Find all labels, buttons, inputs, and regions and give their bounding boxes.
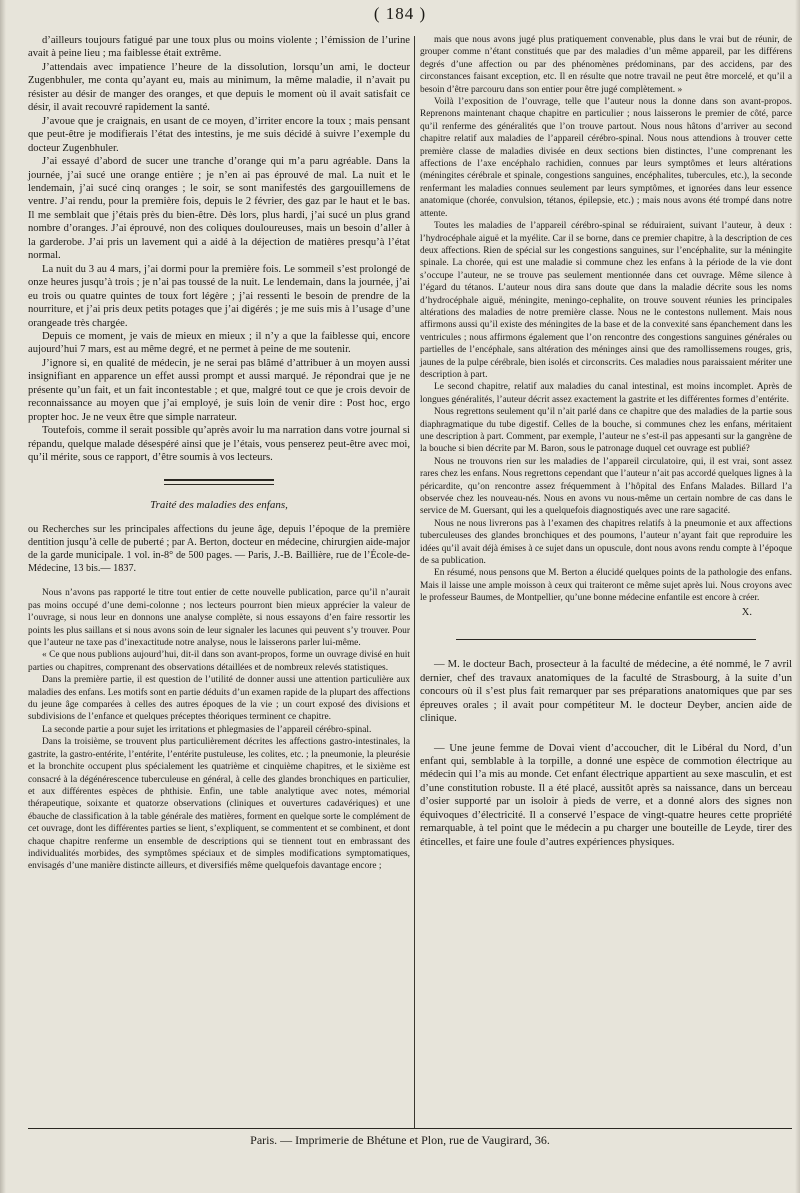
column-divider [414, 36, 415, 1128]
letter-section [28, 34, 410, 465]
bibliographic-text: ou Recherches sur les principales affections du jeune âge, depuis l’époque de la première dentition jusqu’à celle de puberté ; par A. Berton, docteur en médecine, chirurgien aide-major de la garde municipale. 1 vol. in-8° de 500 pages. — Paris, J.-B. Baillière, rue de l’École-de-Médecine, 13 bis.— 1837. [28, 524, 410, 575]
letter-paragraph: J’ai essayé d’abord de sucer une tranche d’orange qui m’a paru agréable. Dans la journée, j’ai sucé une orange entière ; je n’en ai pas éprouvé de mal. La nuit et le lendemain, j’ai sucé cinq oranges ; le soir, se sont manifestés des gargouillemens de ventre. J’ai rendu, pour la première fois, depuis le 2 février, des gaz par le haut et le bas. Il me semblait que j’étais près du bien-être. Dès lors, plus hardi, j’ai sucé un plus grand nombre d’oranges. J’ai éprouvé, non des coliques douloureuses, mais un besoin d’aller à la garderobe. J’ai pris un lavement qui a aidé à la déjection de matières presqu’à l’état normal. [28, 156, 410, 262]
bibliographic-entry [28, 523, 410, 575]
review-paragraph: mais que nous avons jugé plus pratiquement convenable, plus dans le vrai but de réunir, de grouper comme n’étant constitués que par des maladies d’un même appareil, par les différens degrés d’une affection ou par des phénomènes prédominans, par des accidens, par des circonstances faisant exception, etc. Il en résulte que notre travail ne peut être morcelé, et qu’il a besoin d’être parcouru dans son entier pour être jugé complètement. » [420, 35, 792, 95]
review-section-left [28, 587, 410, 872]
letter-paragraph: La nuit du 3 au 4 mars, j’ai dormi pour la première fois. Le sommeil s’est prolongé de onze heures jusqu’à trois ; je n’ai pas toussé de la nuit. Le lendemain, dans la journée, j’ai eu trois ou quatre quintes de toux fort légère ; j’ai ressenti le besoin de prendre de la nourriture, et j’ai pris deux petits potages que j’ai digérés ; je me suis mis à l’usage d’une orangeade très chargée. [28, 263, 410, 329]
news-item: — Une jeune femme de Dovai vient d’accoucher, dit le Libéral du Nord, d’un enfant qui, semblable à la torpille, a donné une espèce de commotion électrique au médecin qui l’a mis au monde. Cet enfant électrique appartient au sexe masculin, et est d’une constitution robuste. Il a été placé, aussitôt après sa naissance, dans un berceau d’osier supporté par un isoloir à pieds de verre, et a donné alors des signes non équivoques d’électricité. Il a conservé l’espace de vingt-quatre heures cette propriété remarquable, à tel point que le médecin a pu charger une bouteille de Leyde, tirer des étincelles, et faire une foule d’autres expériences physiques. [420, 742, 792, 848]
ornamental-rule [164, 479, 274, 485]
page-number: ( 184 ) [373, 4, 427, 23]
review-paragraph: « Ce que nous publions aujourd’hui, dit-il dans son avant-propos, forme un ouvrage divisé en huit parties ou chapitres, comprenant des observations détaillées et de nombreux relevés statistiques. [28, 650, 410, 673]
news-spacer [420, 726, 792, 742]
news-section [420, 658, 792, 849]
review-paragraph: Nous regrettons seulement qu’il n’ait parlé dans ce chapitre que des maladies de la partie sous diaphragmatique du tube digestif. Celles de la bouche, si communes chez les enfans, méritaient une description à part. Comment, par exemple, l’auteur ne s’est-il pas appesanti sur la gangrène de la bouche si bien décrite par M. Baron, sous le patronage duquel cet ouvrage est publié? [420, 407, 792, 455]
review-title: Traité des maladies des enfans, [150, 498, 288, 511]
review-paragraph: Dans la première partie, il est question de l’utilité de donner aussi une attention particulière aux maladies des enfans. Les motifs sont en partie déduits d’un examen rapide de la plupart des affections du jeune âge comparées à celles des autres époques de la vie ; un court exposé des divisions et subdivisions de l’enfance et quelques préceptes théoriques terminent ce chapitre. [28, 675, 410, 723]
review-paragraph: En résumé, nous pensons que M. Berton a élucidé quelques points de la pathologie des enfans. Mais il laisse une ample moisson à ceux qui traiteront ce même sujet après lui. Nous croyons avec le professeur Baumes, de Montpellier, qu’une bonne médecine enfantile est encore à créer. [420, 568, 792, 604]
review-paragraph: La seconde partie a pour sujet les irritations et phlegmasies de l’appareil cérébro-spinal. [42, 724, 372, 735]
review-section-right [420, 34, 792, 605]
section-rule [456, 639, 756, 640]
footer-rule [28, 1128, 792, 1129]
review-paragraph: Nous ne nous livrerons pas à l’examen des chapitres relatifs à la pneumonie et aux affections tuberculeuses des glandes bronchiques et des poumons, l’auteur n’ayant fait que reproduire les idées qu’il avait déjà émises à ce sujet dans un opuscule, dont nous avons rendu compte à l’époque de sa publication. [420, 518, 792, 567]
left-column [28, 34, 410, 873]
review-paragraph: Le second chapitre, relatif aux maladies du canal intestinal, est moins incomplet. Après de longues généralités, l’auteur décrit assez exactement la gastrite et les différentes formes d’entérite. [420, 382, 792, 405]
review-paragraph: Nous ne trouvons rien sur les maladies de l’appareil circulatoire, qui, il est vrai, sont assez rares chez les enfans. Nous regrettons cependant que l’auteur n’ait pas accordé quelques lignes à la péricardite, qu’on rencontre assez fréquemment à l’hôpital des Enfans Malades. Billard l’a observée chez les nouveau-nés. Nous en avons vu nous-même un certain nombre de cas dans le service de M. Guersant, qui les a quelquefois diagnostiqués avec une rare sagacité. [420, 456, 792, 517]
printer-imprint: Paris. — Imprimerie de Bhétune et Plon, rue de Vaugirard, 36. [250, 1133, 550, 1147]
review-paragraph: Voilà l’exposition de l’ouvrage, telle que l’auteur nous la donne dans son avant-propos. Reprenons maintenant chaque chapitre en particulier ; nous laisserons le premier de côté, parce qu’il renferme des généralités que l’on trouve partout. Nous nous hâtons d’arriver au second chapitre relatif aux maladies de l’appareil cérébro-spinal. Nous nous attendions à trouver cette première classe de maladies divisée en deux sections bien distinctes, l’une comprenant les affections de l’axe encéphalo rachidien, connues par leurs symptômes et leurs altérations (méningites cérébrale et spinale, congestions sanguines, encéphalites, tubercules, etc.), la seconde renfermant les maladies connues seulement par leurs symptômes, et ignorées dans leur essence anatomique (chorée, convulsion, tétanos, épilepsie, etc.) ; mais nous avons été trompé dans notre attente. [420, 97, 792, 219]
review-signature: X. [741, 606, 752, 618]
letter-paragraph: J’attendais avec impatience l’heure de la dissolution, lorsqu’un ami, le docteur Zugenbhuler, me conta qu’ayant eu, mais au minimum, la même maladie, il n’avait pu résister au désir de manger des oranges, et que depuis le moment où il avait satisfait ce désir, il avait recouvré rapidement la santé. [28, 61, 410, 114]
scan-edge-left [0, 0, 6, 1193]
letter-paragraph: d’ailleurs toujours fatigué par une toux plus ou moins violente ; l’émission de l’urine avait à peine lieu ; ma faiblesse était extrême. [28, 35, 410, 60]
letter-paragraph: Toutefois, comme il serait possible qu’après avoir lu ma narration dans votre journal si répandu, quelque malade désespéré ainsi que je l’étais, vous penserez peut-être avec moi, qu’il mérite, sous ce rapport, d’être soumis à vos lecteurs. [28, 425, 410, 464]
letter-paragraph: J’ignore si, en qualité de médecin, je ne serai pas blâmé d’attribuer à un moyen aussi insignifiant en apparence un effet aussi prompt et aussi marqué. Je répondrai que je ne présente qu’un fait, et un fait incontestable ; et que, malgré tout ce que je crois devoir de reconnaissance au moyen que j’ai employé, je suis loin de venir dire : Post hoc, ergo propter hoc. Je ne veux être que simple narrateur. [28, 357, 410, 423]
review-paragraph: Dans la troisième, se trouvent plus particulièrement décrites les affections gastro-intestinales, la gastrite, la gastro-entérite, l’entérite, l’entérite pustuleuse, les colites, etc. ; la pneumonie, la pleurésie et la bronchite occupent plus spécialement les quatrième et cinquième chapitres, et le sixième est consacré à la dégénérescence tuberculeuse en général, à celle des glandes bronchiques en particulier, et aux différentes espèces de phthisie. Enfin, une table analytique avec notes, mémorial thérapeutique, soixante et quatorze observations (cliniques et ouvertures cadavériques) et une ébauche de classification à la table générale des matières, forment en quelque sorte le complément de cet ouvrage, dont les différentes parties se lient, s’expliquent, se commentent et se combinent, et dont chaque chapitre renferme un ensemble de descriptions qui se tiennent tout en embrassant des individualités morbides, des symptômes spéciaux et de simples modifications symptomatiques, envisagés d’une manière distincte ailleurs, et diversifiés même quelquefois davantage encore ; [28, 737, 410, 872]
scan-edge-right [795, 0, 800, 1193]
news-item: — M. le docteur Bach, prosecteur à la faculté de médecine, a été nommé, le 7 avril dernier, chef des travaux anatomiques de la faculté de Strasbourg, à la suite d’un concours où il s’est plus fait remarquer par ses préparations anatomiques que par ses épreuves orales ; il avait pour compétiteur M. le docteur Deyber, ancien aide de clinique. [420, 659, 792, 725]
right-column [420, 34, 792, 849]
letter-paragraph: Depuis ce moment, je vais de mieux en mieux ; il n’y a que la faiblesse qui, encore aujourd’hui 7 mars, est au même degré, et ne permet à peine de me soutenir. [28, 330, 410, 356]
review-paragraph: Toutes les maladies de l’appareil cérébro-spinal se réduiraient, suivant l’auteur, à deux : l’hydrocéphale aiguë et la myélite. Car il se borne, dans ce premier chapitre, à la description de ces deux affections. Rien de spécial sur les congestions sanguines, sur l’encéphalite, sur la méningite spinale. La chorée, qui est une maladie si commune chez les enfans à la période de la vie dont s’occupe l’auteur, ne se trouve pas seulement mentionnée dans cet ouvrage. Même silence à l’égard du tétanos. L’auteur nous dira sans doute que dans la maladie décrite sous les noms d’hydrocéphale aiguë, méningite, meningo-cephalite, on trouve souvent réunies les principales altérations des maladies de notre première classe. Nous ne le contestons nullement. Mais nous affirmons aussi qu’il existe des méningites de la base et de la convexité sans épanchement dans les ventricules ; nous affirmons également que l’on rencontre des congestions sanguines générales ou partielles de l’encéphale, sans altération des méninges ainsi que des ramollissemens rouges, gris, jaunes de la pulpe cérébrale, bien isolés et circonscrits. Ces maladies nous paraissaient mériter une description à part. [420, 221, 792, 380]
letter-paragraph: J’avoue que je craignais, en usant de ce moyen, d’irriter encore la toux ; mais pensant que peut-être je modifierais l’état des intestins, je me suis décidé à suivre l’exemple du docteur Zugenbhuler. [28, 115, 410, 154]
review-paragraph: Nous n’avons pas rapporté le titre tout entier de cette nouvelle publication, parce qu’il n’aurait pas moins occupé d’une demi-colonne ; nos lecteurs pourront bien mieux apprécier la valeur de l’ouvrage, si nous leur en donnons une analyse complète, si nous essayons d’en faire ressortir les points les plus saillans et si nous avons soin de leur signaler les lacunes qui peuvent s’y trouver. Pour que l’auteur ne taxe pas d’inexactitude notre analyse, nous le laisserons parler lui-même. [28, 588, 410, 649]
